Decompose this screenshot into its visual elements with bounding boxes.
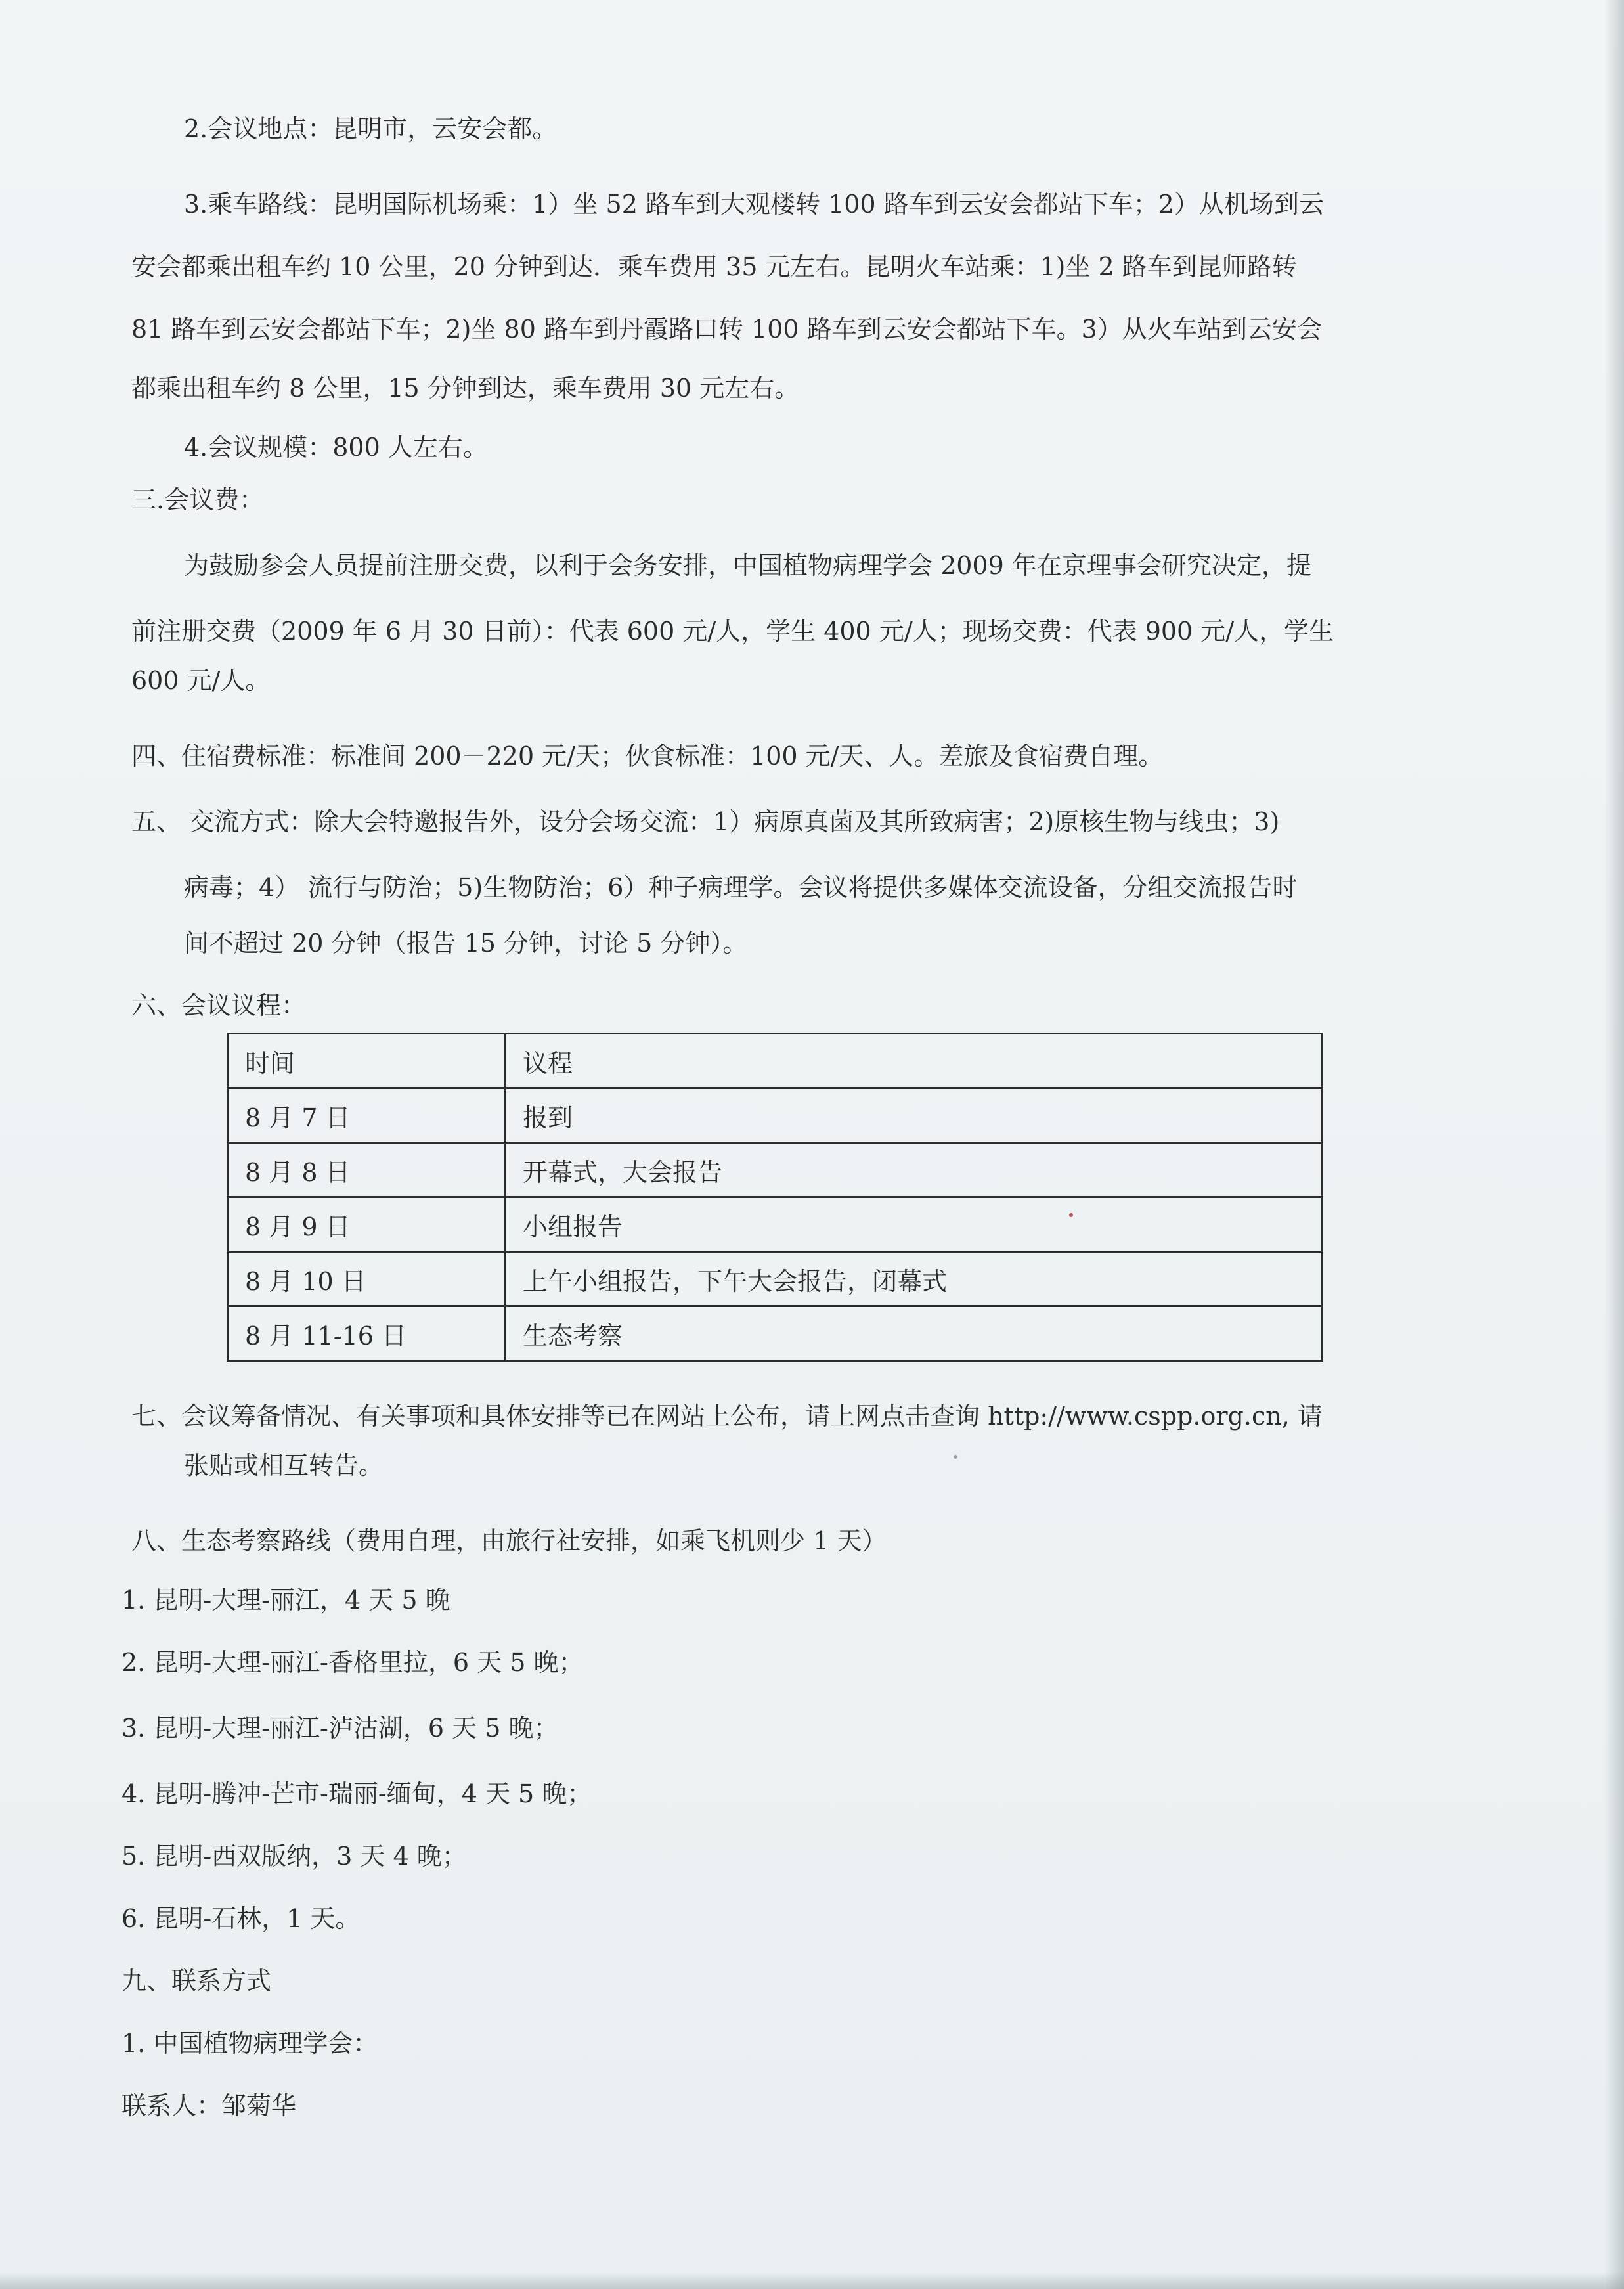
table-row [228,1306,1323,1361]
scan-speck [954,1455,957,1459]
agenda-program-cell: 报到 [506,1088,1323,1143]
venue-line: 2.会议地点：昆明市，云安会都。 [184,114,558,143]
tour-route-5: 5. 昆明-西双版纳，3 天 4 晚； [121,1842,467,1871]
agenda-time-cell: 8 月 10 日 [228,1252,506,1306]
agenda-program-cell: 开幕式，大会报告 [506,1143,1323,1197]
tour-route-1: 1. 昆明-大理-丽江，4 天 5 晚 [121,1586,450,1614]
agenda-header-program: 议程 [506,1034,1323,1088]
table-row [228,1143,1323,1197]
lodging-line: 四、住宿费标准：标准间 200－220 元/天；伙食标准：100 元/天、人。差旅及食宿费自理。 [131,742,1164,770]
section-agenda-heading: 六、会议议程： [131,991,307,1020]
scan-speck [1069,1213,1073,1217]
agenda-program-cell: 上午小组报告，下午大会报告，闭幕式 [506,1252,1323,1306]
agenda-header-time: 时间 [228,1034,506,1088]
agenda-time-cell: 8 月 9 日 [228,1197,506,1252]
fee-line-1: 为鼓励参会人员提前注册交费，以利于会务安排，中国植物病理学会 2009 年在京理事会研究决定，提 [184,551,1311,580]
agenda-time-cell: 8 月 11-16 日 [228,1306,506,1361]
table-row [228,1197,1323,1252]
contact-org-line: 1. 中国植物病理学会： [121,2029,378,2058]
section-tour-heading: 八、生态考察路线（费用自理，由旅行社安排，如乘飞机则少 1 天） [131,1526,887,1555]
contact-person-line: 联系人：邹菊华 [121,2091,297,2120]
route-line-3: 81 路车到云安会都站下车；2)坐 80 路车到丹霞路口转 100 路车到云安会都站下车。3）从火车站到云安会 [131,315,1322,344]
section-contact-heading: 九、联系方式 [121,1967,272,1995]
tour-route-2: 2. 昆明-大理-丽江-香格里拉，6 天 5 晚； [121,1648,584,1677]
fee-line-2: 前注册交费（2009 年 6 月 30 日前）：代表 600 元/人，学生 400 元/人；现场交费：代表 900 元/人，学生 [131,617,1334,646]
table-row [228,1088,1323,1143]
route-line-4: 都乘出租车约 8 公里，15 分钟到达，乘车费用 30 元左右。 [131,374,800,403]
website-line-2: 张贴或相互转告。 [184,1451,384,1480]
table-row [228,1252,1323,1306]
section-fee-heading: 三.会议费： [131,485,265,514]
exchange-line-2: 病毒；4） 流行与防治；5)生物防治；6）种子病理学。会议将提供多媒体交流设备，分组交流报告时 [184,873,1298,902]
scan-edge-shadow-right [1604,0,1624,2289]
tour-route-3: 3. 昆明-大理-丽江-泸沽湖，6 天 5 晚； [121,1714,559,1743]
website-line-1: 七、会议筹备情况、有关事项和具体安排等已在网站上公布，请上网点击查询 http://www.cspp.org.cn, 请 [131,1402,1323,1431]
agenda-header-row [228,1034,1323,1088]
agenda-table [227,1033,1323,1362]
route-line-2: 安会都乘出租车约 10 公里，20 分钟到达．乘车费用 35 元左右。昆明火车站乘：1)坐 2 路车到昆师路转 [131,252,1297,281]
tour-route-4: 4. 昆明-腾冲-芒市-瑞丽-缅甸，4 天 5 晚； [121,1779,592,1808]
scan-edge-shadow-bottom [0,2272,1624,2289]
agenda-program-cell: 小组报告 [506,1197,1323,1252]
agenda-time-cell: 8 月 8 日 [228,1143,506,1197]
fee-line-3: 600 元/人。 [131,666,271,695]
agenda-time-cell: 8 月 7 日 [228,1088,506,1143]
tour-route-6: 6. 昆明-石林，1 天。 [121,1904,361,1933]
exchange-line-3: 间不超过 20 分钟（报告 15 分钟，讨论 5 分钟）。 [184,929,748,958]
route-line-1: 3.乘车路线：昆明国际机场乘：1）坐 52 路车到大观楼转 100 路车到云安会都站下车；2）从机场到云 [184,190,1324,219]
scale-line: 4.会议规模：800 人左右。 [184,433,488,462]
exchange-line-1: 五、 交流方式：除大会特邀报告外，设分会场交流：1）病原真菌及其所致病害；2)原核生物与线虫；3) [131,807,1280,836]
agenda-program-cell: 生态考察 [506,1306,1323,1361]
